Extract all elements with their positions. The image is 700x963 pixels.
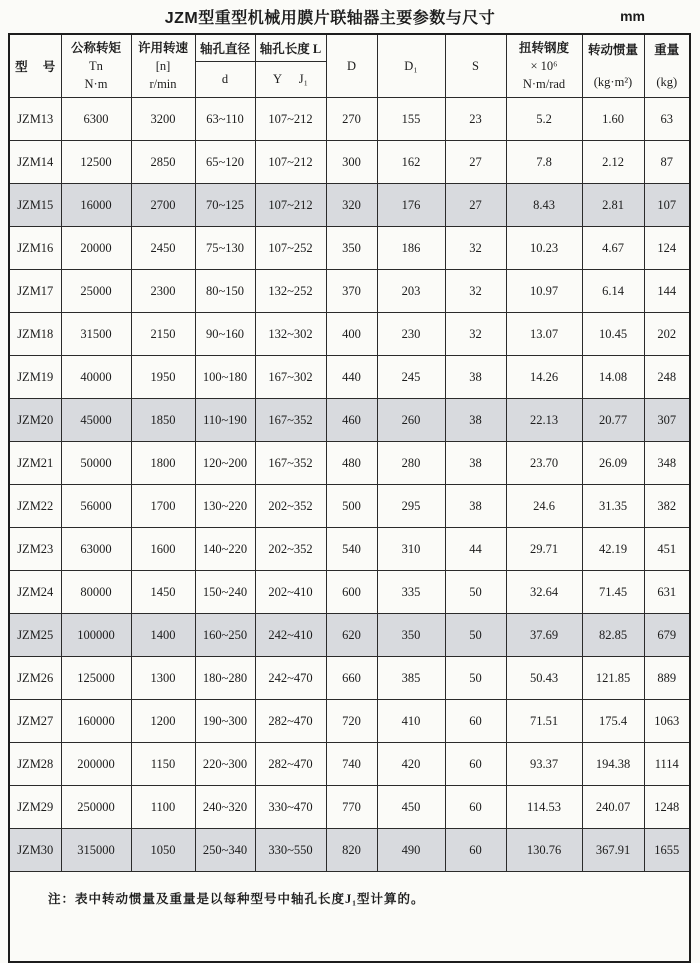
cell-model: JZM18: [9, 313, 61, 356]
cell-d_range: 130~220: [195, 485, 255, 528]
cell-weight: 1063: [644, 700, 690, 743]
cell-inertia: 20.77: [582, 399, 644, 442]
page-title: JZM型重型机械用膜片联轴器主要参数与尺寸: [164, 10, 496, 27]
cell-stiffness: 29.71: [506, 528, 582, 571]
cell-D: 300: [326, 141, 377, 184]
col-header-D1: D₁: [377, 34, 445, 98]
cell-D: 440: [326, 356, 377, 399]
cell-tn: 6300: [61, 98, 131, 141]
cell-d_range: 80~150: [195, 270, 255, 313]
cell-d_range: 100~180: [195, 356, 255, 399]
cell-S: 60: [445, 786, 506, 829]
cell-inertia: 1.60: [582, 98, 644, 141]
cell-l_range: 282~470: [255, 700, 326, 743]
cell-inertia: 367.91: [582, 829, 644, 872]
table-row: [9, 184, 690, 227]
cell-l_range: 330~470: [255, 786, 326, 829]
cell-tn: 63000: [61, 528, 131, 571]
table-row: [9, 98, 690, 141]
title-bar: [0, 5, 700, 31]
cell-inertia: 175.4: [582, 700, 644, 743]
cell-n: 2700: [131, 184, 195, 227]
cell-stiffness: 23.70: [506, 442, 582, 485]
cell-D: 620: [326, 614, 377, 657]
speed-unit: r/min: [149, 77, 177, 92]
table-row: [9, 700, 690, 743]
cell-stiffness: 8.43: [506, 184, 582, 227]
inertia-label: 转动惯量: [587, 43, 638, 58]
col-subheader-d: d: [195, 62, 255, 98]
cell-S: 38: [445, 442, 506, 485]
cell-D1: 490: [377, 829, 445, 872]
cell-inertia: 82.85: [582, 614, 644, 657]
cell-weight: 87: [644, 141, 690, 184]
cell-stiffness: 24.6: [506, 485, 582, 528]
cell-d_range: 160~250: [195, 614, 255, 657]
cell-D: 480: [326, 442, 377, 485]
cell-l_range: 107~212: [255, 184, 326, 227]
cell-inertia: 71.45: [582, 571, 644, 614]
table-header: [9, 34, 690, 98]
cell-model: JZM24: [9, 571, 61, 614]
cell-stiffness: 50.43: [506, 657, 582, 700]
col-header-D: D: [326, 34, 377, 98]
cell-n: 1150: [131, 743, 195, 786]
cell-S: 60: [445, 829, 506, 872]
cell-inertia: 2.81: [582, 184, 644, 227]
cell-inertia: 6.14: [582, 270, 644, 313]
cell-l_range: 330~550: [255, 829, 326, 872]
cell-inertia: 240.07: [582, 786, 644, 829]
cell-n: 2450: [131, 227, 195, 270]
cell-tn: 40000: [61, 356, 131, 399]
cell-stiffness: 13.07: [506, 313, 582, 356]
cell-n: 1600: [131, 528, 195, 571]
cell-model: JZM27: [9, 700, 61, 743]
cell-weight: 1248: [644, 786, 690, 829]
cell-weight: 107: [644, 184, 690, 227]
cell-D: 740: [326, 743, 377, 786]
cell-stiffness: 32.64: [506, 571, 582, 614]
cell-stiffness: 10.23: [506, 227, 582, 270]
cell-inertia: 14.08: [582, 356, 644, 399]
cell-n: 1400: [131, 614, 195, 657]
table-row: [9, 313, 690, 356]
table-row: [9, 356, 690, 399]
cell-weight: 1114: [644, 743, 690, 786]
cell-D: 770: [326, 786, 377, 829]
cell-n: 1950: [131, 356, 195, 399]
col-subheader-y-j1: Y J₁: [255, 62, 326, 98]
cell-D1: 186: [377, 227, 445, 270]
cell-d_range: 150~240: [195, 571, 255, 614]
cell-S: 27: [445, 184, 506, 227]
cell-weight: 144: [644, 270, 690, 313]
cell-inertia: 31.35: [582, 485, 644, 528]
cell-D1: 260: [377, 399, 445, 442]
unit-label: mm: [620, 8, 645, 24]
cell-l_range: 202~352: [255, 528, 326, 571]
cell-model: JZM20: [9, 399, 61, 442]
cell-n: 1700: [131, 485, 195, 528]
cell-weight: 248: [644, 356, 690, 399]
cell-n: 1450: [131, 571, 195, 614]
cell-S: 32: [445, 313, 506, 356]
cell-S: 38: [445, 399, 506, 442]
table-row: [9, 614, 690, 657]
table-footer: [9, 872, 690, 963]
col-header-model: 型 号: [9, 34, 61, 98]
cell-n: 1050: [131, 829, 195, 872]
table-row: [9, 528, 690, 571]
cell-d_range: 140~220: [195, 528, 255, 571]
cell-stiffness: 93.37: [506, 743, 582, 786]
cell-n: 1200: [131, 700, 195, 743]
cell-tn: 20000: [61, 227, 131, 270]
cell-n: 1850: [131, 399, 195, 442]
cell-model: JZM14: [9, 141, 61, 184]
cell-D: 660: [326, 657, 377, 700]
cell-D1: 420: [377, 743, 445, 786]
cell-stiffness: 37.69: [506, 614, 582, 657]
cell-tn: 250000: [61, 786, 131, 829]
cell-tn: 31500: [61, 313, 131, 356]
cell-weight: 202: [644, 313, 690, 356]
cell-model: JZM21: [9, 442, 61, 485]
cell-S: 44: [445, 528, 506, 571]
cell-S: 27: [445, 141, 506, 184]
cell-weight: 889: [644, 657, 690, 700]
cell-D: 350: [326, 227, 377, 270]
col-header-weight: [644, 34, 690, 98]
col-header-torque: [61, 34, 131, 98]
cell-model: JZM22: [9, 485, 61, 528]
cell-stiffness: 130.76: [506, 829, 582, 872]
cell-weight: 382: [644, 485, 690, 528]
cell-n: 1300: [131, 657, 195, 700]
cell-stiffness: 10.97: [506, 270, 582, 313]
cell-l_range: 167~302: [255, 356, 326, 399]
inertia-unit: (kg·m²): [593, 74, 633, 89]
cell-stiffness: 71.51: [506, 700, 582, 743]
speed-label: 许用转速: [137, 40, 188, 55]
cell-stiffness: 14.26: [506, 356, 582, 399]
cell-d_range: 120~200: [195, 442, 255, 485]
cell-S: 38: [445, 356, 506, 399]
cell-weight: 1655: [644, 829, 690, 872]
cell-S: 38: [445, 485, 506, 528]
cell-D: 820: [326, 829, 377, 872]
torque-symbol: Tn: [89, 58, 103, 73]
cell-inertia: 10.45: [582, 313, 644, 356]
cell-weight: 63: [644, 98, 690, 141]
col-header-S: S: [445, 34, 506, 98]
cell-D: 400: [326, 313, 377, 356]
cell-tn: 125000: [61, 657, 131, 700]
table-row: [9, 743, 690, 786]
cell-weight: 679: [644, 614, 690, 657]
cell-D: 370: [326, 270, 377, 313]
cell-D1: 245: [377, 356, 445, 399]
cell-tn: 50000: [61, 442, 131, 485]
stiffness-label: 扭转钢度: [518, 40, 569, 55]
cell-D1: 203: [377, 270, 445, 313]
table-row: [9, 141, 690, 184]
cell-D1: 350: [377, 614, 445, 657]
cell-model: JZM16: [9, 227, 61, 270]
cell-inertia: 2.12: [582, 141, 644, 184]
cell-model: JZM30: [9, 829, 61, 872]
cell-S: 32: [445, 227, 506, 270]
cell-tn: 16000: [61, 184, 131, 227]
cell-tn: 315000: [61, 829, 131, 872]
cell-D1: 335: [377, 571, 445, 614]
cell-l_range: 107~252: [255, 227, 326, 270]
speed-symbol: [n]: [155, 58, 171, 73]
cell-l_range: 167~352: [255, 399, 326, 442]
weight-label: 重量: [654, 43, 680, 58]
cell-inertia: 4.67: [582, 227, 644, 270]
cell-model: JZM23: [9, 528, 61, 571]
cell-l_range: 242~410: [255, 614, 326, 657]
cell-l_range: 167~352: [255, 442, 326, 485]
cell-n: 1800: [131, 442, 195, 485]
cell-d_range: 220~300: [195, 743, 255, 786]
cell-l_range: 107~212: [255, 98, 326, 141]
cell-S: 23: [445, 98, 506, 141]
cell-D: 600: [326, 571, 377, 614]
cell-S: 50: [445, 614, 506, 657]
cell-l_range: 202~410: [255, 571, 326, 614]
table-body: [9, 98, 690, 872]
cell-model: JZM25: [9, 614, 61, 657]
cell-tn: 200000: [61, 743, 131, 786]
cell-inertia: 194.38: [582, 743, 644, 786]
cell-S: 60: [445, 743, 506, 786]
cell-D1: 385: [377, 657, 445, 700]
cell-weight: 451: [644, 528, 690, 571]
cell-weight: 348: [644, 442, 690, 485]
cell-inertia: 26.09: [582, 442, 644, 485]
cell-d_range: 110~190: [195, 399, 255, 442]
cell-S: 50: [445, 657, 506, 700]
spec-table: [8, 33, 691, 963]
cell-tn: 56000: [61, 485, 131, 528]
cell-tn: 12500: [61, 141, 131, 184]
cell-d_range: 70~125: [195, 184, 255, 227]
cell-weight: 307: [644, 399, 690, 442]
cell-d_range: 250~340: [195, 829, 255, 872]
cell-D1: 410: [377, 700, 445, 743]
table-row: [9, 571, 690, 614]
table-note: 注：表中转动惯量及重量是以每种型号中轴孔长度J₁型计算的。: [9, 872, 690, 963]
col-header-speed: [131, 34, 195, 98]
cell-model: JZM29: [9, 786, 61, 829]
cell-d_range: 65~120: [195, 141, 255, 184]
cell-D: 320: [326, 184, 377, 227]
cell-l_range: 242~470: [255, 657, 326, 700]
cell-n: 3200: [131, 98, 195, 141]
cell-model: JZM17: [9, 270, 61, 313]
cell-n: 2150: [131, 313, 195, 356]
cell-D: 460: [326, 399, 377, 442]
cell-inertia: 42.19: [582, 528, 644, 571]
cell-tn: 100000: [61, 614, 131, 657]
cell-d_range: 90~160: [195, 313, 255, 356]
cell-model: JZM26: [9, 657, 61, 700]
cell-D1: 176: [377, 184, 445, 227]
cell-tn: 80000: [61, 571, 131, 614]
cell-l_range: 132~252: [255, 270, 326, 313]
cell-d_range: 190~300: [195, 700, 255, 743]
cell-tn: 160000: [61, 700, 131, 743]
cell-stiffness: 22.13: [506, 399, 582, 442]
cell-l_range: 107~212: [255, 141, 326, 184]
cell-S: 50: [445, 571, 506, 614]
torque-unit: N·m: [84, 77, 108, 92]
cell-tn: 25000: [61, 270, 131, 313]
cell-S: 60: [445, 700, 506, 743]
cell-D: 540: [326, 528, 377, 571]
cell-model: JZM13: [9, 98, 61, 141]
cell-n: 2300: [131, 270, 195, 313]
cell-model: JZM15: [9, 184, 61, 227]
cell-D1: 310: [377, 528, 445, 571]
cell-D1: 230: [377, 313, 445, 356]
col-header-bore-length: 轴孔长度 L: [255, 34, 326, 62]
table-row: [9, 657, 690, 700]
cell-tn: 45000: [61, 399, 131, 442]
cell-d_range: 240~320: [195, 786, 255, 829]
cell-stiffness: 7.8: [506, 141, 582, 184]
cell-D1: 162: [377, 141, 445, 184]
cell-D1: 450: [377, 786, 445, 829]
cell-model: JZM28: [9, 743, 61, 786]
stiffness-unit: N·m/rad: [522, 77, 566, 92]
cell-inertia: 121.85: [582, 657, 644, 700]
table-row: [9, 485, 690, 528]
table-row: [9, 270, 690, 313]
col-header-bore-diameter: 轴孔直径: [195, 34, 255, 62]
table-row: [9, 829, 690, 872]
cell-weight: 631: [644, 571, 690, 614]
table-row: [9, 227, 690, 270]
cell-n: 2850: [131, 141, 195, 184]
cell-d_range: 63~110: [195, 98, 255, 141]
table-row: [9, 786, 690, 829]
cell-l_range: 202~352: [255, 485, 326, 528]
stiffness-factor: × 10⁶: [530, 58, 558, 73]
cell-D: 500: [326, 485, 377, 528]
col-header-inertia: [582, 34, 644, 98]
cell-l_range: 132~302: [255, 313, 326, 356]
cell-D: 270: [326, 98, 377, 141]
table-row: [9, 442, 690, 485]
col-header-stiffness: [506, 34, 582, 98]
cell-d_range: 180~280: [195, 657, 255, 700]
cell-stiffness: 5.2: [506, 98, 582, 141]
cell-weight: 124: [644, 227, 690, 270]
weight-unit: (kg): [656, 74, 678, 89]
cell-n: 1100: [131, 786, 195, 829]
cell-D1: 155: [377, 98, 445, 141]
cell-model: JZM19: [9, 356, 61, 399]
cell-D1: 295: [377, 485, 445, 528]
table-row: [9, 399, 690, 442]
cell-D1: 280: [377, 442, 445, 485]
cell-d_range: 75~130: [195, 227, 255, 270]
cell-stiffness: 114.53: [506, 786, 582, 829]
cell-D: 720: [326, 700, 377, 743]
cell-S: 32: [445, 270, 506, 313]
cell-l_range: 282~470: [255, 743, 326, 786]
torque-label: 公称转矩: [70, 40, 121, 55]
